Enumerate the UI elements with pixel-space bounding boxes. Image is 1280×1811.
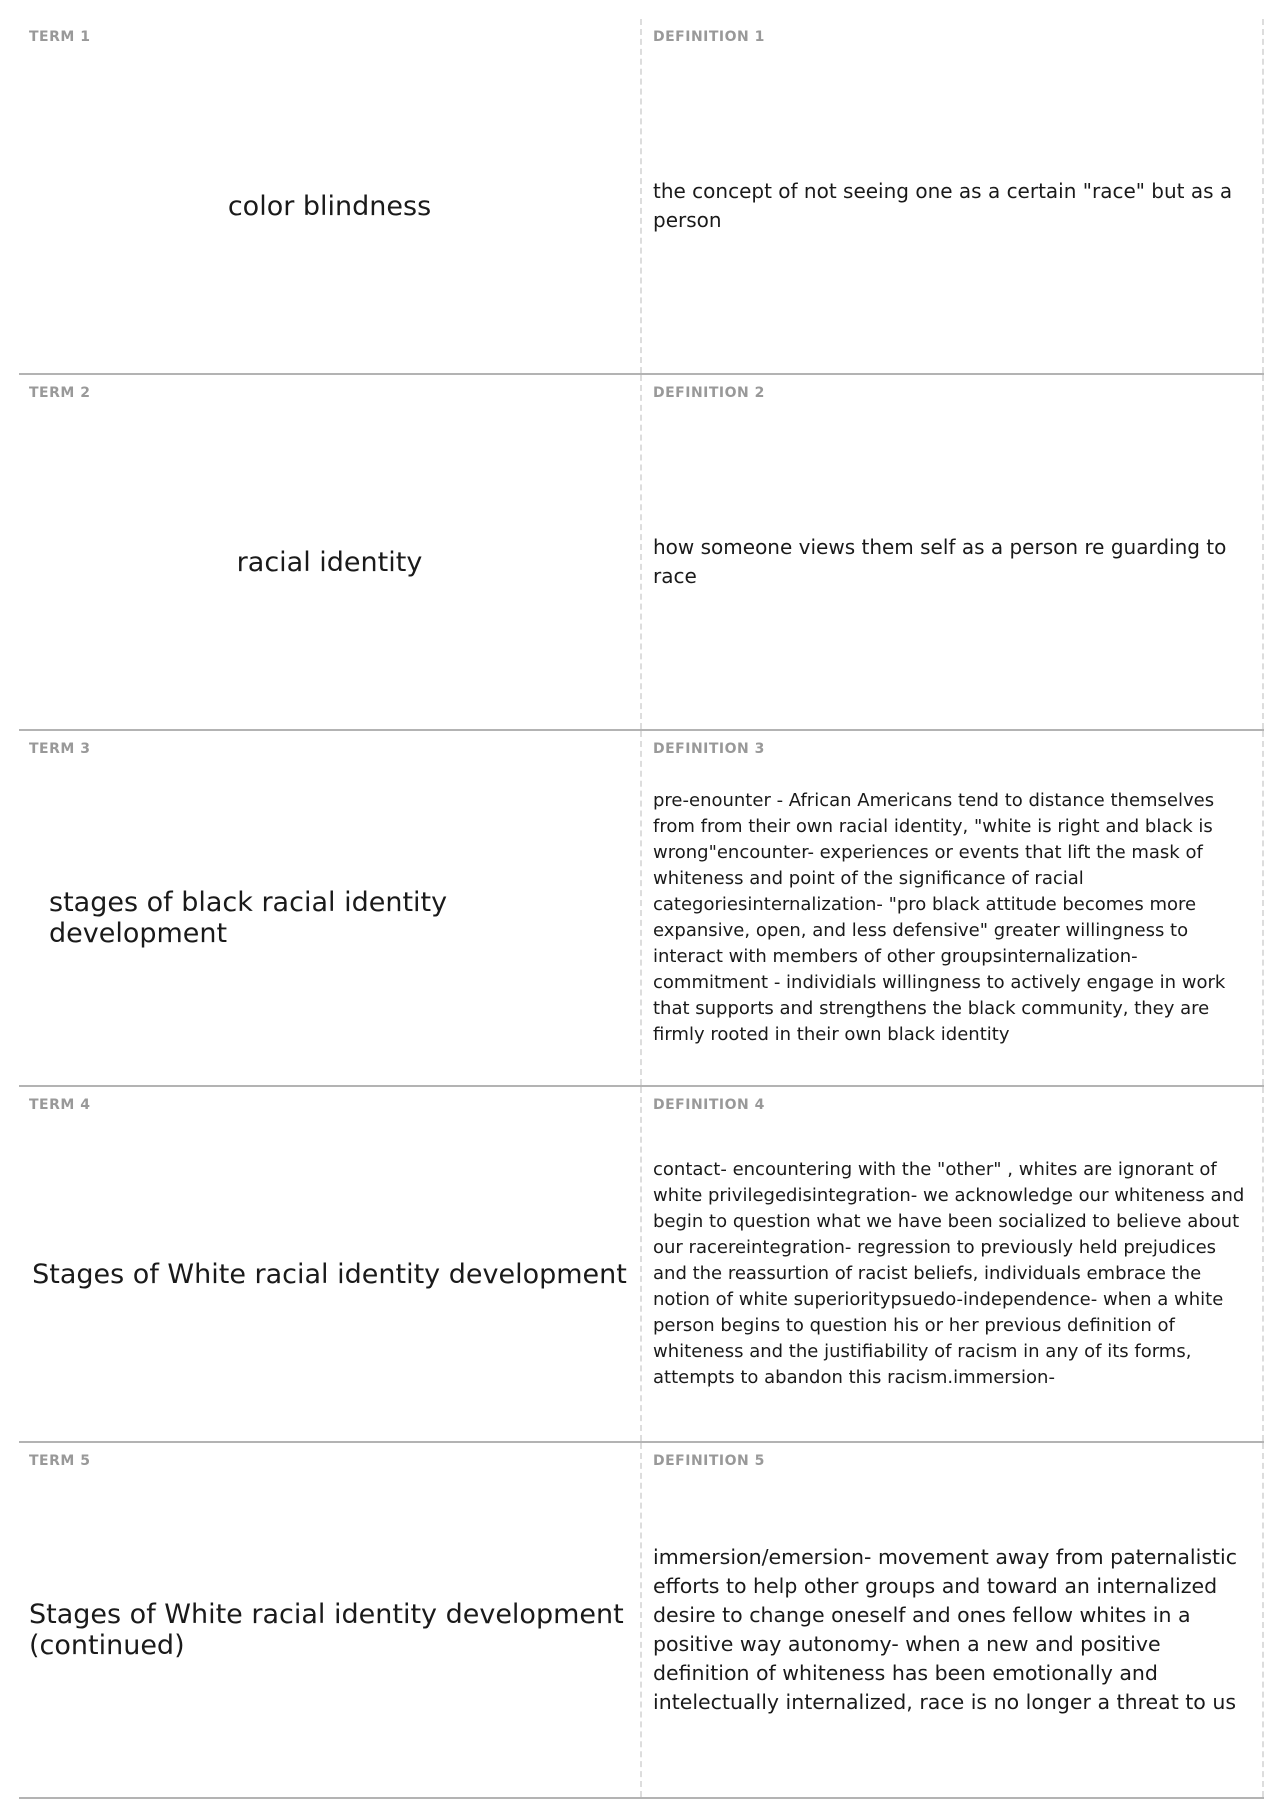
- term-label: TERM 1: [29, 29, 91, 45]
- definition-label: DEFINITION 5: [653, 1453, 765, 1469]
- definition-text: contact- encountering with the "other" , whites are ignorant of white privilegedisintegration- we acknowledge our whiteness and begin to question what we have been socialized to believe about our racereintegration- regression to previously held prejudices and the reassurtion of racist beliefs, individuals embrace the notion of white superioritypsuedo-independence- when a white person begins to question his or her previous definition of whiteness and the justifiability of racism in any of its forms, attempts to abandon this racism.immersion-: [653, 1159, 1245, 1388]
- flashcard-row: [19, 731, 1264, 1087]
- flashcard-sheet: [19, 19, 1264, 1799]
- term-text: color blindness: [227, 190, 432, 222]
- definition-text: immersion/emersion- movement away from paternalistic efforts to help other groups and toward an internalized desire to change oneself and ones fellow whites in a positive way autonomy- when a new and positive definition of whiteness has been emotionally and intelectually internalized, race is no longer a threat to us: [653, 1545, 1238, 1714]
- definition-label: DEFINITION 3: [653, 741, 765, 757]
- definition-text: the concept of not seeing one as a certain "race" but as a person: [653, 179, 1233, 232]
- term-cell: [19, 1087, 642, 1441]
- term-cell: [19, 375, 642, 729]
- term-label: TERM 2: [29, 385, 91, 401]
- definition-cell: [642, 1087, 1264, 1441]
- definition-cell: [642, 1443, 1264, 1797]
- term-text: stages of black racial identity development: [49, 887, 448, 949]
- definition-label: DEFINITION 4: [653, 1097, 765, 1113]
- definition-label: DEFINITION 1: [653, 29, 765, 45]
- term-text: Stages of White racial identity development: [32, 1258, 627, 1290]
- term-cell: [19, 19, 642, 373]
- definition-cell: [642, 19, 1264, 373]
- flashcard-row: [19, 1087, 1264, 1443]
- term-cell: [19, 731, 642, 1085]
- term-label: TERM 4: [29, 1097, 91, 1113]
- definition-cell: [642, 731, 1264, 1085]
- term-text: Stages of White racial identity development (continued): [29, 1599, 624, 1661]
- definition-label: DEFINITION 2: [653, 385, 765, 401]
- term-label: TERM 5: [29, 1453, 91, 1469]
- term-cell: [19, 1443, 642, 1797]
- definition-text: pre-enounter - African Americans tend to distance themselves from from their own racial identity, "white is right and black is wrong"encounter- experiences or events that lift the mask of whiteness and point of the significance of racial categoriesinternalization- "pro black attitude becomes more expansive, open, and less defensive" greater willingness to interact with members of other groupsinternalization- commitment - individials willingness to actively engage in work that supports and strengthens the black community, they are firmly rooted in their own black identity: [653, 790, 1226, 1045]
- definition-cell: [642, 375, 1264, 729]
- flashcard-row: [19, 19, 1264, 375]
- term-text: racial identity: [236, 546, 423, 578]
- flashcard-row: [19, 1443, 1264, 1799]
- term-label: TERM 3: [29, 741, 91, 757]
- definition-text: how someone views them self as a person re guarding to race: [653, 535, 1227, 588]
- flashcard-row: [19, 375, 1264, 731]
